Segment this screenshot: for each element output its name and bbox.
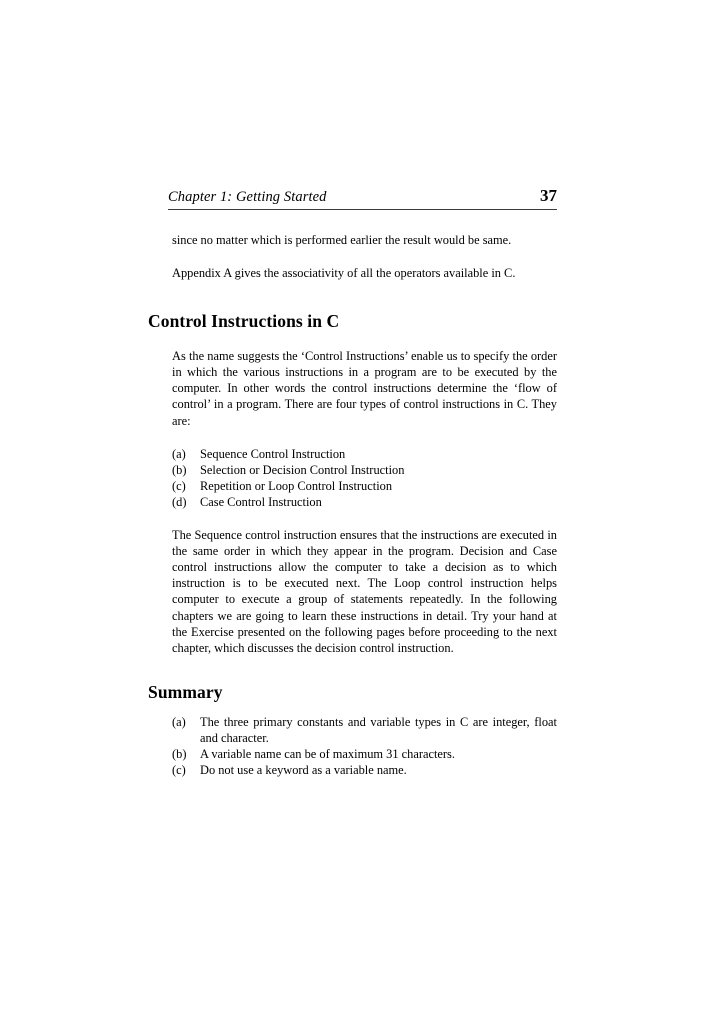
- paragraph-since: since no matter which is performed earlier the result would be same.: [172, 233, 512, 247]
- list-item: [172, 446, 557, 462]
- running-header: [168, 186, 557, 210]
- list-control-instruction-types: [172, 446, 557, 510]
- heading-control-instructions: Control Instructions in C: [148, 311, 340, 332]
- list-item-marker: (b): [172, 462, 187, 477]
- paragraph-control-intro-block: [172, 348, 557, 428]
- paragraph-appendix: Appendix A gives the associativity of all the operators available in C.: [172, 266, 516, 281]
- list-item: [172, 462, 557, 478]
- list-item: [172, 762, 557, 778]
- list-item: [172, 478, 557, 494]
- paragraph-sequence: The Sequence control instruction ensures that the instructions are executed in the same order in which they appear in the program. Decision and Case control instructions allow the computer to take a decision as to which instruction is to be executed next. The Loop control instruction helps computer to execute a group of statements repeatedly. In the following chapters we are going to learn these instructions in detail. Try your hand at the Exercise presented on the following pages before proceeding to the next chapter, which discusses the decision control instruction.: [172, 528, 557, 655]
- list-item: [172, 714, 557, 746]
- page-content: [148, 186, 557, 778]
- list-item: [172, 746, 557, 762]
- list-item-marker: (c): [172, 478, 186, 493]
- list-item-label: Sequence Control Instruction: [200, 446, 346, 461]
- list-item-label: The three primary constants and variable types in C are integer, float and character.: [200, 714, 557, 745]
- list-item-label: Repetition or Loop Control Instruction: [200, 478, 393, 493]
- paragraph-sequence-block: [172, 527, 557, 656]
- list-item-label: Selection or Decision Control Instruction: [200, 462, 405, 477]
- list-item-label: Case Control Instruction: [200, 494, 322, 509]
- page-number: 37: [540, 186, 557, 205]
- paragraph-appendix-block: [172, 265, 557, 281]
- list-item-label: A variable name can be of maximum 31 characters.: [200, 746, 455, 761]
- paragraph-since-block: [172, 232, 557, 248]
- list-item-marker: (a): [172, 446, 186, 461]
- list-item: [172, 494, 557, 510]
- list-item-marker: (c): [172, 763, 186, 778]
- heading-summary: Summary: [148, 681, 223, 702]
- running-header-chapter-title: Chapter 1: Getting Started: [168, 189, 327, 205]
- paragraph-control-intro: As the name suggests the ‘Control Instructions’ enable us to specify the order in which the various instructions in a program are to be executed by the computer. In other words the control instructions determine the ‘flow of control’ in a program. There are four types of control instructions in C. They are:: [172, 349, 557, 428]
- list-item-marker: (d): [172, 494, 187, 509]
- list-item-marker: (b): [172, 746, 187, 761]
- list-item-label: Do not use a keyword as a variable name.: [200, 763, 407, 778]
- list-item-marker: (a): [172, 714, 186, 729]
- list-summary: [172, 714, 557, 778]
